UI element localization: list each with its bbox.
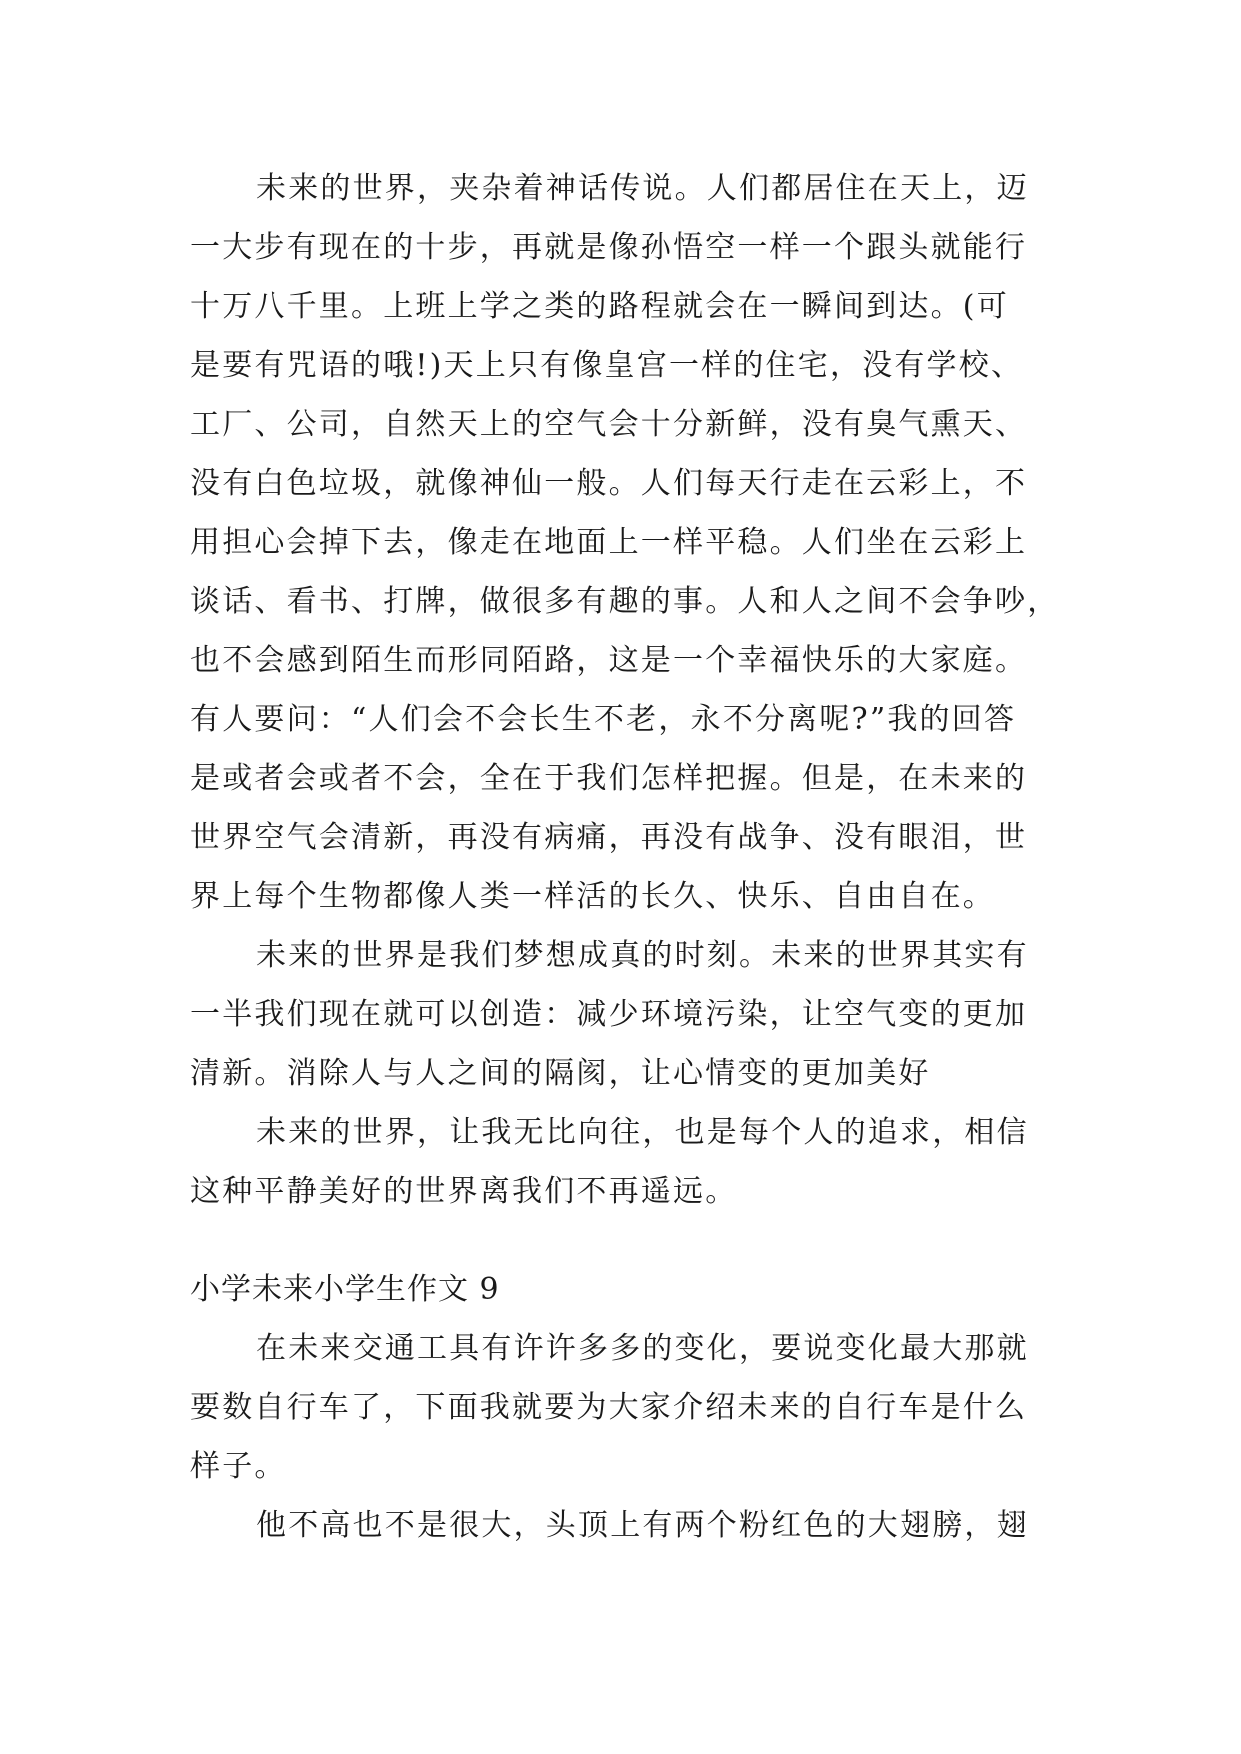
paragraph-line: 工厂、公司，自然天上的空气会十分新鲜，没有臭气熏天、 xyxy=(190,407,1028,442)
paragraph-line: 界上每个生物都像人类一样活的长久、快乐、自由自在。 xyxy=(190,879,995,914)
paragraph-line: 也不会感到陌生而形同陌路，这是一个幸福快乐的大家庭。 xyxy=(190,643,1028,678)
section-heading-block xyxy=(190,1260,1060,1319)
paragraph xyxy=(190,1319,1060,1496)
paragraph-line: 要数自行车了，下面我就要为大家介绍未来的自行车是什么 xyxy=(190,1390,1028,1425)
paragraph-line: 他不高也不是很大，头顶上有两个粉红色的大翅膀，翅 xyxy=(256,1508,1029,1543)
paragraph-line: 谈话、看书、打牌，做很多有趣的事。人和人之间不会争吵， xyxy=(190,584,1060,619)
paragraph-line: 用担心会掉下去，像走在地面上一样平稳。人们坐在云彩上 xyxy=(190,525,1028,560)
essay-body-bottom xyxy=(190,1319,1060,1555)
section-heading: 小学未来小学生作文 9 xyxy=(190,1272,500,1307)
paragraph-line: 在未来交通工具有许许多多的变化，要说变化最大那就 xyxy=(256,1331,1029,1366)
paragraph xyxy=(190,159,1060,926)
paragraph-line: 未来的世界，让我无比向往，也是每个人的追求，相信 xyxy=(256,1115,1029,1150)
paragraph-line: 十万八千里。上班上学之类的路程就会在一瞬间到达。(可 xyxy=(190,289,1009,324)
paragraph-line: 是或者会或者不会，全在于我们怎样把握。但是，在未来的 xyxy=(190,761,1028,796)
paragraph xyxy=(190,1103,1060,1221)
paragraph xyxy=(190,926,1060,1103)
paragraph xyxy=(190,1496,1060,1555)
paragraph-line: 是要有咒语的哦!)天上只有像皇宫一样的住宅，没有学校、 xyxy=(190,348,1024,383)
paragraph-line: 有人要问：“人们会不会长生不老，永不分离呢?”我的回答 xyxy=(190,702,1017,737)
paragraph-line: 未来的世界，夹杂着神话传说。人们都居住在天上，迈 xyxy=(256,171,1029,206)
paragraph-line: 样子。 xyxy=(190,1449,287,1484)
paragraph-line: 一大步有现在的十步，再就是像孙悟空一样一个跟头就能行 xyxy=(190,230,1028,265)
paragraph-line: 未来的世界是我们梦想成真的时刻。未来的世界其实有 xyxy=(256,938,1029,973)
paragraph-line: 一半我们现在就可以创造：减少环境污染，让空气变的更加 xyxy=(190,997,1028,1032)
essay-body-top xyxy=(190,159,1060,1221)
paragraph-line: 世界空气会清新，再没有病痛，再没有战争、没有眼泪，世 xyxy=(190,820,1028,855)
paragraph-line: 这种平静美好的世界离我们不再遥远。 xyxy=(190,1174,738,1209)
paragraph-line: 没有白色垃圾，就像神仙一般。人们每天行走在云彩上，不 xyxy=(190,466,1028,501)
paragraph-line: 清新。消除人与人之间的隔阂，让心情变的更加美好 xyxy=(190,1056,931,1091)
